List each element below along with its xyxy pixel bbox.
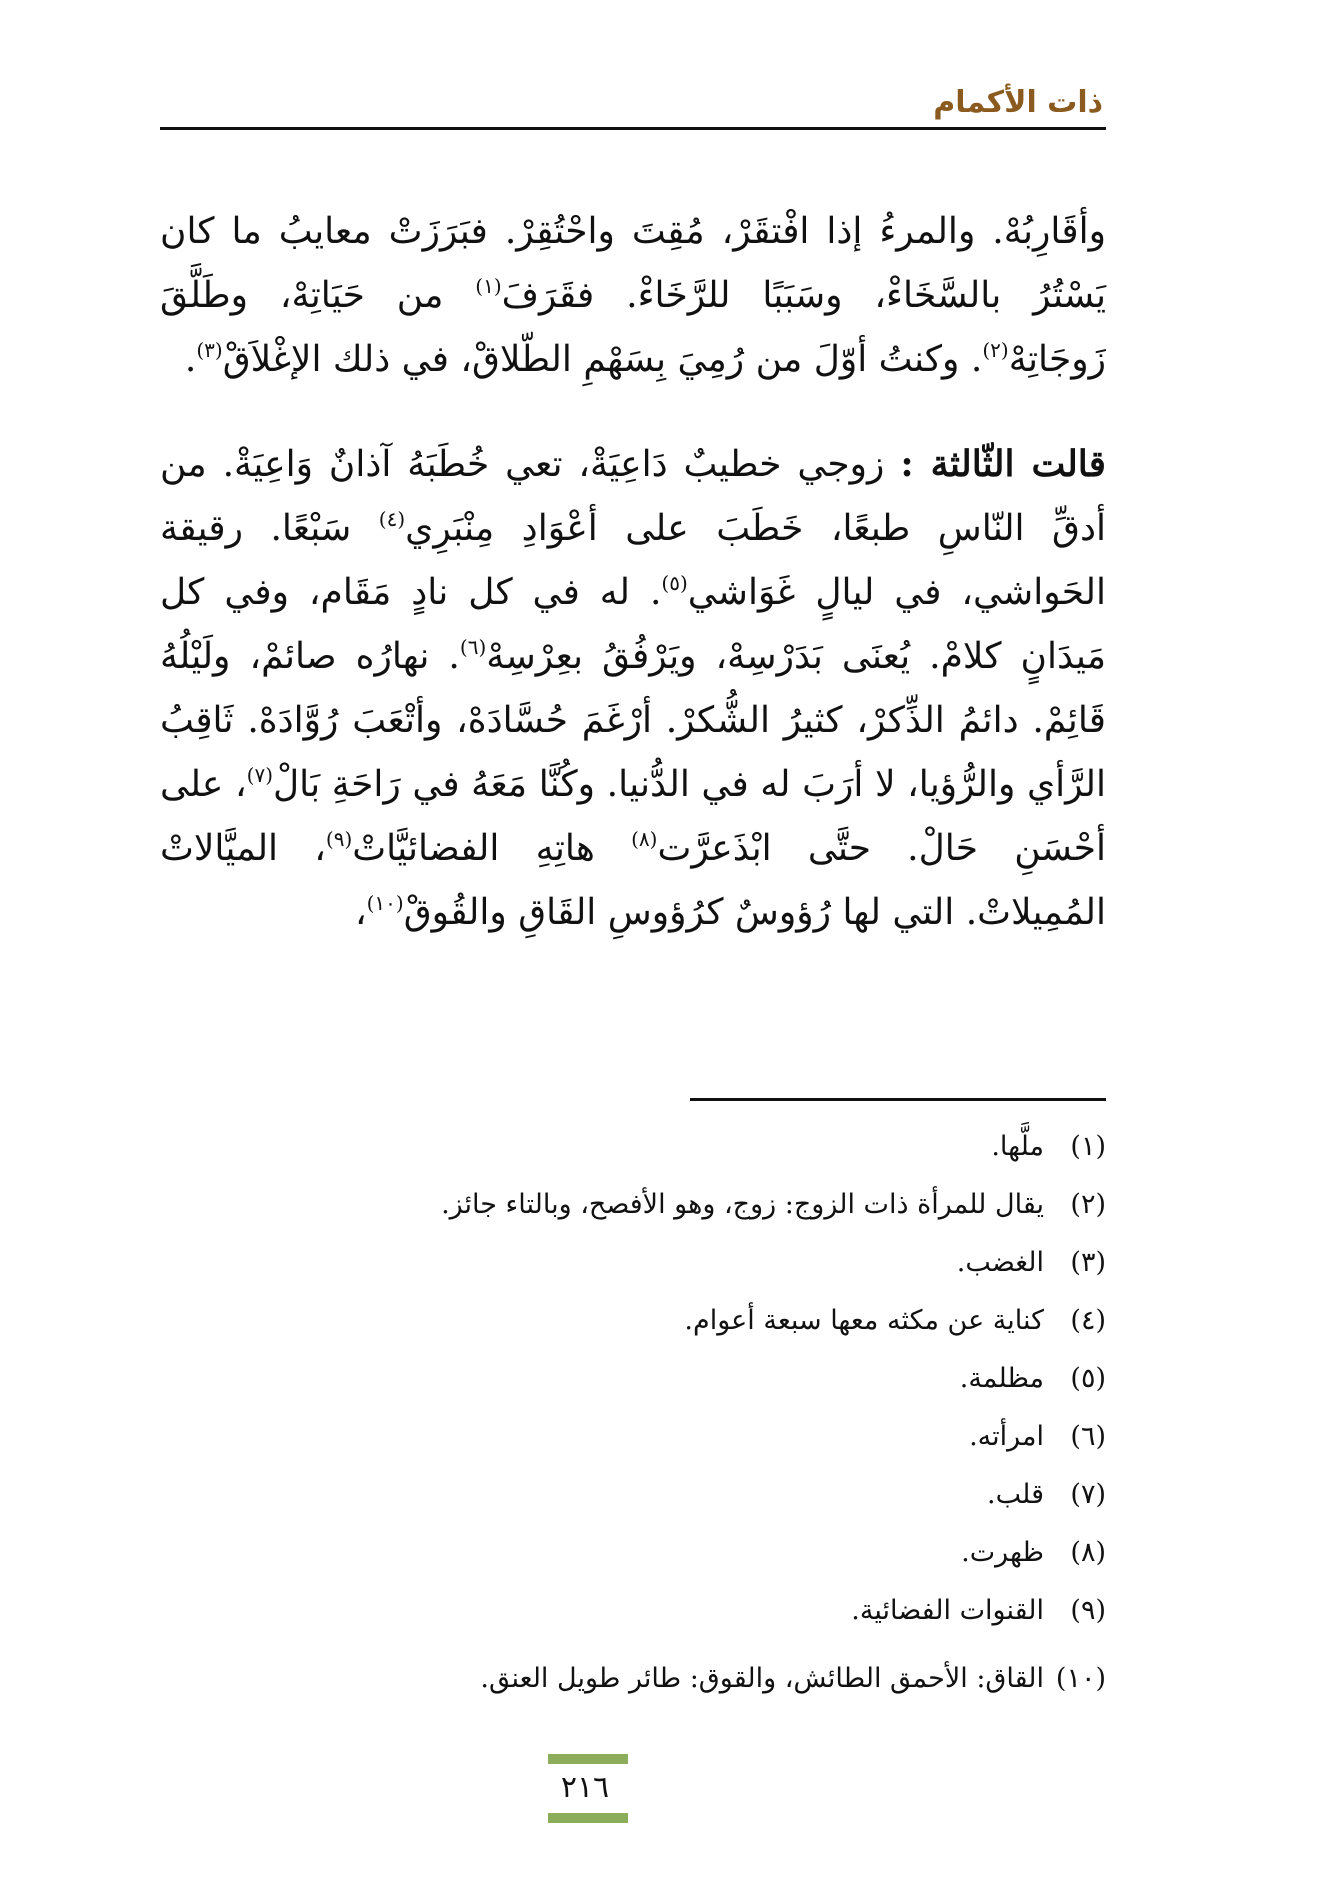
footnote-item [206,1118,1106,1176]
footnote-number: (١٠) [1055,1663,1106,1694]
footnote-item [206,1292,1106,1350]
footnote-number: (٢) [1070,1189,1106,1220]
footnote-ref-9[interactable]: (٩) [325,827,353,851]
paragraph-1 [160,200,1106,392]
footnotes-list [206,1118,1106,1708]
footnote-ref-6[interactable]: (٦) [459,635,487,659]
page-number: ٢١٦ [560,1770,610,1805]
body-text [160,200,1106,945]
page-number-bar-top [548,1754,628,1764]
footnote-number: (٨) [1070,1537,1106,1568]
footnote-item [206,1176,1106,1234]
footnote-ref-3[interactable]: (٣) [196,338,223,362]
paragraph-2 [160,432,1106,945]
text-segment: . نهارُه صائمْ، ولَيْلُهُ قَائِمْ. دائمُ الذِّكرْ، كثيرُ الشُّكرْ. أرْغَمَ حُسَّادَهْ، وأتْعَبَ رُوَّادَهْ. ثَاقِبُ الرَّأي والرُّؤيا، لا أرَبَ له في الدُّنيا. وكُنَّا مَعَهُ في رَاحَةِ بَالْ [160,636,1106,805]
footnote-ref-10[interactable]: (١٠) [366,891,404,915]
speaker-label: قالت الثّالثة : [900,443,1106,485]
footnote-item [206,1350,1106,1408]
footnote-text: ملَّها. [991,1131,1044,1162]
text-segment: هاتِهِ الفضائيَّاتْ [352,828,632,869]
footnote-number: (٥) [1070,1363,1106,1394]
footnote-number: (٦) [1070,1421,1106,1452]
footnote-text: ظهرت. [961,1537,1044,1568]
footnote-item [206,1582,1106,1640]
footnote-text: الغضب. [956,1247,1044,1278]
footnote-ref-7[interactable]: (٧) [246,763,274,787]
text-segment: ، على أحْسَنِ حَالْ. حتَّى ابْذَعرَّت [160,764,1106,869]
text-segment: ، [354,892,367,933]
footnote-number: (٧) [1070,1479,1106,1510]
footnote-ref-4[interactable]: (٤) [378,507,406,531]
footnote-item [206,1234,1106,1292]
text-segment: . [184,339,197,380]
footnote-number: (٣) [1070,1247,1106,1278]
footnote-text: يقال للمرأة ذات الزوج: زوج، وهو الأفصح، وبالتاء جائز. [441,1189,1044,1220]
footnote-number: (٩) [1070,1595,1106,1626]
page-number-bar-bottom [548,1813,628,1823]
text-segment: وأقَارِبُهْ. والمرءُ إذا افْتقَرْ، مُقِتَ واحْتُقِرْ. فبَرَزَتْ معايبُ ما كان يَسْتُرُ بالسَّخَاءْ، وسَبَبًا للرَّخَاءْ. فقَرَفَ [160,211,1106,316]
text-segment: ، الميَّالاتْ المُمِيلاتْ. التي لها رُؤوسٌ كرُؤوسِ القَاقِ والقُوقْ [160,828,1106,933]
footnote-item [206,1650,1106,1708]
footnote-item [206,1408,1106,1466]
footnote-text: القاق: الأحمق الطائش، والقوق: طائر طويل العنق. [480,1663,1044,1694]
footnote-ref-2[interactable]: (٢) [982,338,1009,362]
footnote-item [206,1466,1106,1524]
footnote-text: كناية عن مكثه معها سبعة أعوام. [684,1305,1044,1336]
footnote-ref-1[interactable]: (١) [475,274,502,298]
footnote-item [206,1524,1106,1582]
text-segment: من حَيَاتِهْ، وطَلَّقَ زَوجَاتِهْ [160,275,1106,380]
footnote-ref-8[interactable]: (٨) [631,827,658,851]
header-rule [160,127,1106,130]
footnote-ref-5[interactable]: (٥) [661,571,688,595]
text-segment: . له في كل نادٍ مَقَام، وفي كل مَيدَانٍ كلامْ. يُعنَى بَدَرْسِهْ، ويَرْفُقُ بعِرْسِهْ [160,572,1107,677]
footnote-text: امرأته. [969,1421,1044,1452]
footnote-text: قلب. [987,1479,1044,1510]
footnote-text: مظلمة. [959,1363,1044,1394]
footnote-text: القنوات الفضائية. [851,1595,1044,1626]
text-segment: زوجي خطيبٌ دَاعِيَةْ، تعي خُطَبَهُ آذانٌ وَاعِيَةْ. من أدقِّ النّاسِ طبعًا، خَطَبَ على أعْوَادِ مِنْبَرِي [160,444,1106,549]
footnote-number: (٤) [1070,1305,1106,1336]
text-segment: سَبْعًا. رقيقة الحَواشي، في ليالٍ غَوَاشي [160,508,1107,613]
text-segment: . وكنتُ أوّلَ من رُمِيَ بِسَهْمِ الطّلاقْ، في ذلك الإغْلاَقْ [222,339,983,380]
footnote-rule [690,1098,1106,1101]
running-title: ذات الأكمام [933,85,1103,120]
footnote-number: (١) [1070,1131,1106,1162]
